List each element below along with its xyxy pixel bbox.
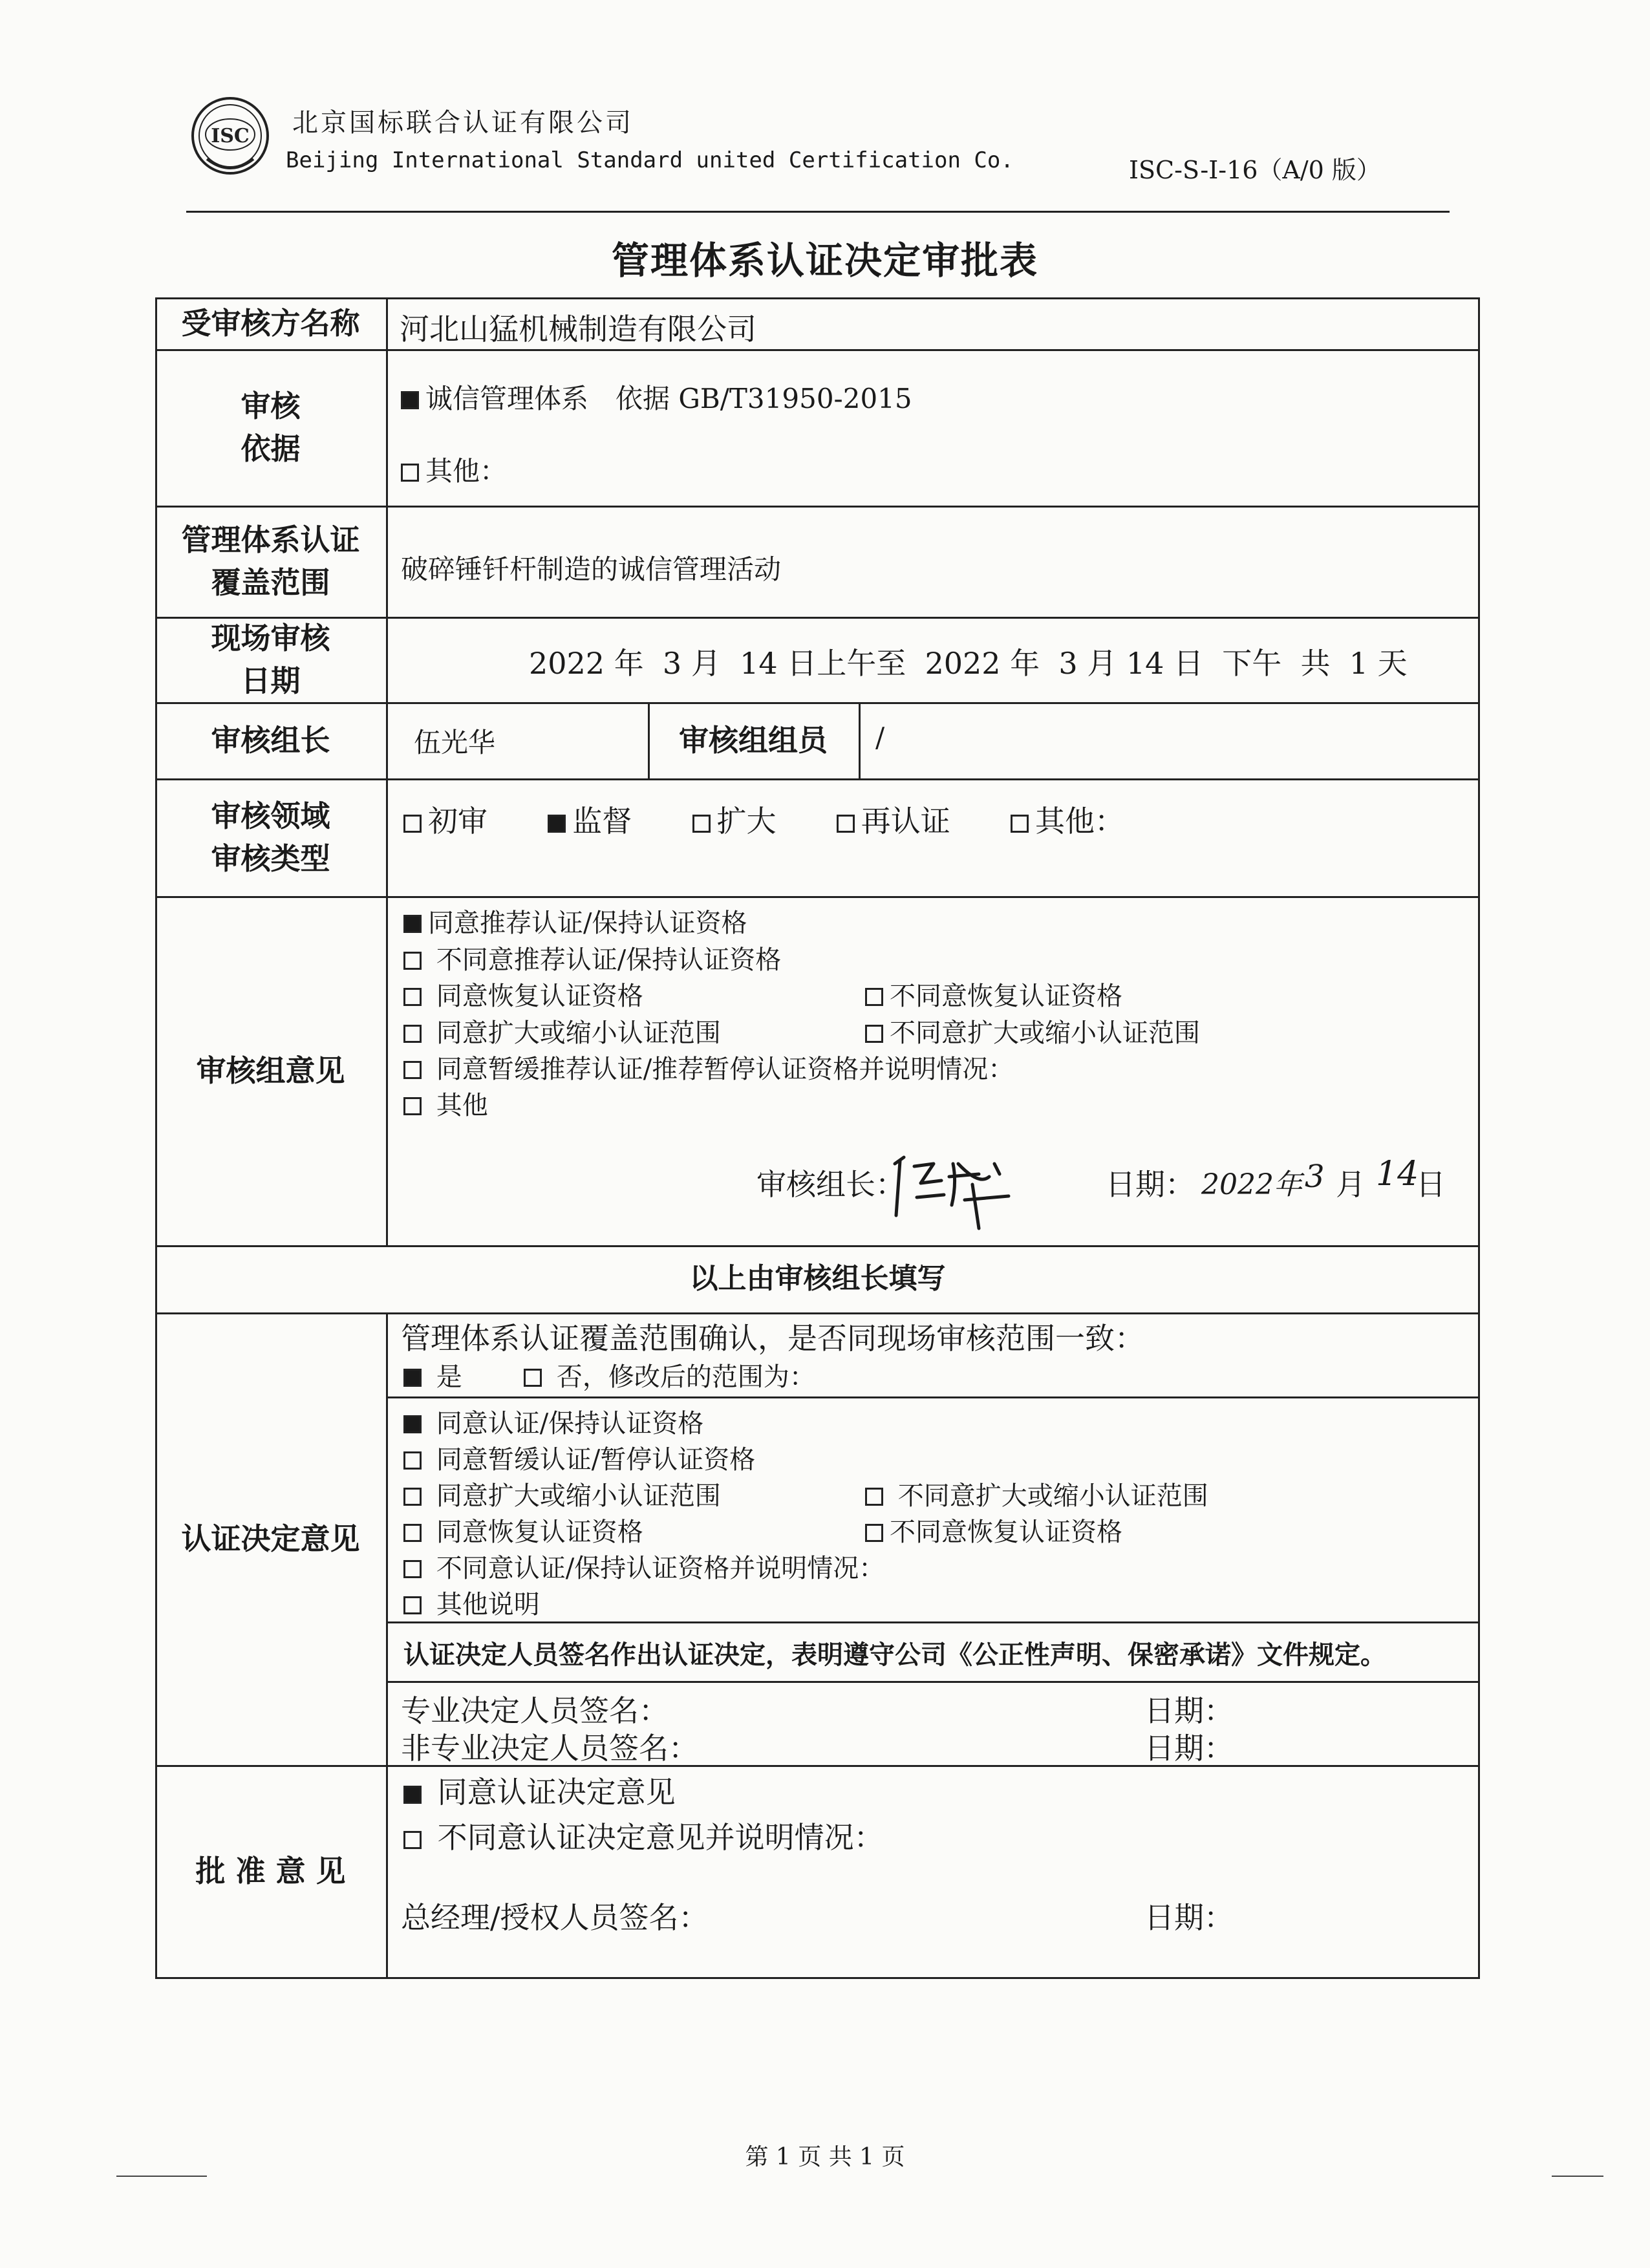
- approval-agree-text: 同意认证决定意见: [437, 1775, 676, 1810]
- team-not-expand-checkbox[interactable]: [865, 1025, 883, 1043]
- team-other-checkbox[interactable]: [403, 1097, 422, 1115]
- decision-opt-suspend: [403, 1439, 755, 1476]
- document-code: ISC-S-I-16（A/0 版）: [1129, 156, 1381, 184]
- decision-expand-text: 同意扩大或缩小认证范围: [436, 1481, 721, 1511]
- company-logo: [188, 94, 273, 180]
- decision-opt-not-restore: [865, 1512, 1122, 1548]
- decision-other-checkbox[interactable]: [403, 1596, 422, 1614]
- auditee-name: 河北山猛机械制造有限公司: [400, 312, 756, 347]
- team-date-month: 3: [1305, 1159, 1325, 1195]
- basis-integrity-text: 诚信管理体系 依据 GB/T31950-2015: [425, 383, 912, 414]
- scope-no-text: 否，修改后的范围为：: [556, 1362, 815, 1392]
- team-expand-checkbox[interactable]: [403, 1025, 422, 1043]
- team-opt-recommend: [403, 903, 747, 939]
- team-opt-expand: [403, 1012, 721, 1049]
- approval-label: 批 准 意 见: [195, 1854, 346, 1888]
- type-surveillance-label: 监督: [572, 804, 632, 839]
- team-not-restore-checkbox[interactable]: [865, 988, 883, 1006]
- approval-sign-label: 总经理/授权人员签名：: [401, 1900, 709, 1935]
- team-opt-restore: [403, 976, 643, 1012]
- basis-integrity-checkbox[interactable]: [401, 391, 419, 409]
- audit-type-label-line1: 审核领域: [211, 798, 330, 833]
- audit-type-label-line2: 审核类型: [211, 841, 330, 876]
- col-rule: [386, 1312, 388, 1979]
- company-name-en: Beijing International Standard united Certification Co.: [286, 147, 1014, 173]
- decision-agree-text: 同意认证/保持认证资格: [436, 1409, 704, 1439]
- decision-scope-question: 管理体系认证覆盖范围确认，是否同现场审核范围一致：: [401, 1321, 1144, 1356]
- audit-type-label: [155, 778, 386, 896]
- decision-restore-checkbox[interactable]: [403, 1524, 422, 1542]
- basis-option-integrity: [401, 378, 912, 416]
- decision-opt-not-expand: [865, 1475, 1208, 1512]
- team-not-recommend-checkbox[interactable]: [403, 952, 422, 970]
- pro-date-label: 日期：: [1144, 1693, 1234, 1728]
- row-rule: [386, 1621, 1480, 1623]
- row-rule: [386, 1396, 1480, 1398]
- nonpro-date-label: 日期：: [1144, 1731, 1234, 1766]
- col-rule: [1478, 297, 1480, 1979]
- team-date-month-label: 月: [1336, 1167, 1366, 1202]
- audit-type-options: [403, 798, 1124, 840]
- team-restore-checkbox[interactable]: [403, 988, 422, 1006]
- nonpro-sign-label: 非专业决定人员签名：: [401, 1731, 698, 1766]
- col-rule: [386, 297, 388, 1245]
- type-surveillance-checkbox[interactable]: [548, 815, 566, 833]
- decision-disagree-checkbox[interactable]: [403, 1560, 422, 1578]
- decision-not-restore-checkbox[interactable]: [865, 1524, 883, 1542]
- company-name-cn: 北京国标联合认证有限公司: [292, 108, 634, 138]
- team-opt-not-expand: [865, 1012, 1200, 1049]
- team-leader-signature: [882, 1138, 1037, 1235]
- auditee-label: 受审核方名称: [181, 306, 360, 341]
- type-recert-checkbox[interactable]: [837, 815, 855, 833]
- approval-disagree-checkbox[interactable]: [403, 1831, 422, 1849]
- team-leader-sign-label: 审核组长：: [756, 1167, 905, 1202]
- scope-no-checkbox[interactable]: [524, 1369, 542, 1387]
- decision-suspend-text: 同意暂缓认证/暂停认证资格: [436, 1445, 756, 1475]
- team-members-value: /: [875, 722, 885, 753]
- team-restore-text: 同意恢复认证资格: [436, 981, 643, 1011]
- scan-mark: [116, 2176, 207, 2177]
- approval-opt-agree: [403, 1769, 676, 1812]
- approval-agree-checkbox[interactable]: [403, 1786, 422, 1804]
- row-rule: [155, 1977, 1480, 1979]
- decision-disagree-text: 不同意认证/保持认证资格并说明情况：: [436, 1554, 885, 1583]
- pro-sign-label: 专业决定人员签名：: [401, 1693, 669, 1728]
- type-extension-checkbox[interactable]: [692, 815, 711, 833]
- scope-label-line2: 覆盖范围: [211, 565, 330, 600]
- decision-not-expand-checkbox[interactable]: [865, 1488, 883, 1506]
- onsite-date-label: [155, 617, 386, 702]
- team-opt-not-restore: [865, 976, 1122, 1012]
- team-leader-value: 伍光华: [414, 727, 496, 758]
- svg-text:ISC: ISC: [211, 125, 250, 147]
- audit-basis-label-line1: 审核: [241, 389, 301, 423]
- approval-form-table: [155, 297, 1480, 1979]
- page-number: 第 1 页 共 1 页: [745, 2144, 905, 2170]
- approval-date-label: 日期：: [1144, 1900, 1234, 1935]
- decision-statement: 认证决定人员签名作出认证决定，表明遵守公司《公正性声明、保密承诺》文件规定。: [403, 1640, 1386, 1670]
- team-date-day-label: 日: [1416, 1167, 1446, 1202]
- type-initial-label: 初审: [428, 804, 488, 839]
- scan-mark: [1552, 2176, 1603, 2177]
- decision-not-expand-text: 不同意扩大或缩小认证范围: [897, 1481, 1208, 1511]
- type-other-checkbox[interactable]: [1011, 815, 1029, 833]
- team-suspend-text: 同意暂缓推荐认证/推荐暂停认证资格并说明情况：: [436, 1054, 1014, 1084]
- onsite-date-label-line2: 日期: [241, 663, 301, 698]
- team-date-label: 日期：: [1106, 1167, 1195, 1202]
- decision-opt-agree: [403, 1403, 703, 1440]
- decision-opt-disagree: [403, 1548, 884, 1585]
- decision-expand-checkbox[interactable]: [403, 1488, 422, 1506]
- team-opt-other: [403, 1085, 488, 1122]
- decision-restore-text: 同意恢复认证资格: [436, 1517, 643, 1547]
- decision-agree-checkbox[interactable]: [403, 1415, 422, 1433]
- team-date-year: 2022年: [1201, 1168, 1302, 1201]
- approval-disagree-text: 不同意认证决定意见并说明情况：: [437, 1820, 884, 1855]
- decision-opt-restore: [403, 1512, 643, 1548]
- team-expand-text: 同意扩大或缩小认证范围: [436, 1018, 721, 1048]
- audit-basis-label: [155, 349, 386, 506]
- audit-basis-label-line2: 依据: [241, 431, 301, 466]
- team-not-restore-text: 不同意恢复认证资格: [890, 981, 1122, 1011]
- team-suspend-checkbox[interactable]: [403, 1061, 422, 1079]
- basis-option-other: [401, 450, 507, 489]
- type-initial-checkbox[interactable]: [403, 815, 422, 833]
- section-note: 以上由审核组长填写: [689, 1262, 946, 1295]
- row-rule: [386, 1681, 1480, 1683]
- type-other-label: 其他：: [1035, 804, 1124, 839]
- decision-label: 认证决定意见: [181, 1521, 360, 1556]
- team-date-day: 14: [1376, 1155, 1419, 1193]
- team-recommend-checkbox[interactable]: [403, 915, 422, 933]
- type-recert-label: 再认证: [861, 804, 950, 839]
- decision-other-text: 其他说明: [436, 1590, 540, 1620]
- team-leader-label: 审核组长: [211, 723, 330, 758]
- scope-label-line1: 管理体系认证: [181, 522, 360, 557]
- approval-opt-disagree: [403, 1814, 884, 1857]
- team-opinion-label: 审核组意见: [196, 1053, 345, 1088]
- team-not-recommend-text: 不同意推荐认证/保持认证资格: [436, 945, 782, 975]
- form-title: 管理体系认证决定审批表: [611, 239, 1038, 283]
- scope-yes-checkbox[interactable]: [403, 1369, 422, 1387]
- scope-label: [155, 506, 386, 617]
- onsite-date-label-line1: 现场审核: [211, 621, 330, 656]
- basis-other-text: 其他：: [425, 455, 508, 487]
- header-divider: [186, 211, 1450, 213]
- onsite-date-value: 2022 年 3 月 14 日上午至 2022 年 3 月 14 日 下午 共 1 天: [529, 646, 1408, 681]
- team-opt-not-recommend: [403, 939, 781, 976]
- decision-suspend-checkbox[interactable]: [403, 1451, 422, 1470]
- decision-opt-other: [403, 1584, 540, 1621]
- decision-not-restore-text: 不同意恢复认证资格: [890, 1517, 1122, 1547]
- team-members-label: 审核组组员: [679, 723, 828, 758]
- team-other-text: 其他: [436, 1091, 488, 1120]
- scope-yes-text: 是: [436, 1362, 462, 1392]
- type-extension-label: 扩大: [716, 804, 777, 839]
- team-opt-suspend: [403, 1049, 1014, 1086]
- decision-scope-answer: [403, 1356, 815, 1393]
- scope-value: 破碎锤钎杆制造的诚信管理活动: [401, 553, 782, 585]
- team-not-expand-text: 不同意扩大或缩小认证范围: [890, 1018, 1200, 1048]
- col-rule: [859, 702, 861, 778]
- decision-opt-expand: [403, 1475, 721, 1512]
- basis-other-checkbox[interactable]: [401, 464, 419, 482]
- team-recommend-text: 同意推荐认证/保持认证资格: [428, 908, 747, 938]
